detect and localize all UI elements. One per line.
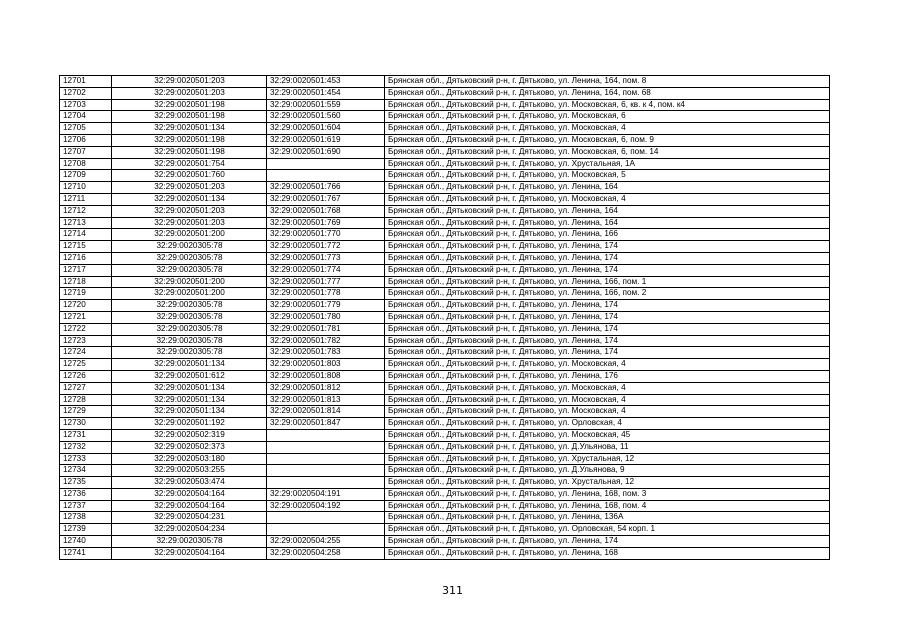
address-cell: Брянская обл., Дятьковский р-н, г. Дятьково, ул. Ленина, 164 (385, 217, 830, 229)
cadastral-number-cell: 32:29:0020501:812 (267, 382, 385, 394)
row-number-cell: 12735 (60, 477, 112, 489)
parent-cadastral-number-cell: 32:29:0020501:134 (112, 394, 267, 406)
parent-cadastral-number-cell: 32:29:0020501:200 (112, 229, 267, 241)
parent-cadastral-number-cell: 32:29:0020501:760 (112, 170, 267, 182)
table-row (60, 264, 830, 276)
row-number-cell: 12708 (60, 158, 112, 170)
row-number-cell: 12730 (60, 418, 112, 430)
table-row (60, 453, 830, 465)
row-number-cell: 12722 (60, 323, 112, 335)
cadastral-number-cell: 32:29:0020501:690 (267, 146, 385, 158)
row-number-cell: 12738 (60, 512, 112, 524)
parent-cadastral-number-cell: 32:29:0020501:203 (112, 205, 267, 217)
table-row (60, 300, 830, 312)
cadastral-number-cell: 32:29:0020501:766 (267, 182, 385, 194)
row-number-cell: 12718 (60, 276, 112, 288)
cadastral-number-cell: 32:29:0020501:783 (267, 347, 385, 359)
table-row (60, 229, 830, 241)
cadastral-number-cell: 32:29:0020504:258 (267, 547, 385, 559)
cadastral-number-cell: 32:29:0020501:781 (267, 323, 385, 335)
cadastral-number-cell (267, 441, 385, 453)
table-row (60, 76, 830, 88)
cadastral-number-cell: 32:29:0020504:192 (267, 500, 385, 512)
address-cell: Брянская обл., Дятьковский р-н, г. Дятьково, ул. Ленина, 176 (385, 370, 830, 382)
address-cell: Брянская обл., Дятьковский р-н, г. Дятьково, ул. Московская, 4 (385, 406, 830, 418)
table-row (60, 323, 830, 335)
cadastral-number-cell: 32:29:0020504:255 (267, 536, 385, 548)
table-row (60, 394, 830, 406)
address-cell: Брянская обл., Дятьковский р-н, г. Дятьково, ул. Ленина, 174 (385, 252, 830, 264)
row-number-cell: 12732 (60, 441, 112, 453)
table-row (60, 99, 830, 111)
address-cell: Брянская обл., Дятьковский р-н, г. Дятьково, ул. Хрустальная, 12 (385, 477, 830, 489)
parent-cadastral-number-cell: 32:29:0020501:754 (112, 158, 267, 170)
address-cell: Брянская обл., Дятьковский р-н, г. Дятьково, ул. Ленина, 166, пом. 2 (385, 288, 830, 300)
table-row (60, 134, 830, 146)
address-cell: Брянская обл., Дятьковский р-н, г. Дятьково, ул. Ленина, 174 (385, 241, 830, 253)
cadastral-number-cell (267, 170, 385, 182)
page-number: 311 (442, 584, 463, 597)
row-number-cell: 12740 (60, 536, 112, 548)
table-row (60, 370, 830, 382)
row-number-cell: 12712 (60, 205, 112, 217)
cadastral-number-cell: 32:29:0020501:454 (267, 87, 385, 99)
table-row (60, 347, 830, 359)
parent-cadastral-number-cell: 32:29:0020305:78 (112, 241, 267, 253)
address-cell: Брянская обл., Дятьковский р-н, г. Дятьково, ул. Хрустальная, 12 (385, 453, 830, 465)
row-number-cell: 12711 (60, 193, 112, 205)
address-cell: Брянская обл., Дятьковский р-н, г. Дятьково, ул. Д.Ульянова, 9 (385, 465, 830, 477)
cadastral-number-cell: 32:29:0020504:191 (267, 488, 385, 500)
row-number-cell: 12721 (60, 311, 112, 323)
cadastral-number-cell: 32:29:0020501:813 (267, 394, 385, 406)
row-number-cell: 12739 (60, 524, 112, 536)
address-cell: Брянская обл., Дятьковский р-н, г. Дятьково, ул. Ленина, 174 (385, 264, 830, 276)
row-number-cell: 12720 (60, 300, 112, 312)
row-number-cell: 12716 (60, 252, 112, 264)
parent-cadastral-number-cell: 32:29:0020502:373 (112, 441, 267, 453)
parent-cadastral-number-cell: 32:29:0020501:134 (112, 359, 267, 371)
cadastral-number-cell: 32:29:0020501:560 (267, 111, 385, 123)
address-cell: Брянская обл., Дятьковский р-н, г. Дятьково, ул. Московская, 6, пом. 9 (385, 134, 830, 146)
address-cell: Брянская обл., Дятьковский р-н, г. Дятьково, ул. Ленина, 174 (385, 311, 830, 323)
address-cell: Брянская обл., Дятьковский р-н, г. Дятьково, ул. Московская, 4 (385, 382, 830, 394)
table-row (60, 123, 830, 135)
cadastral-number-cell: 32:29:0020501:803 (267, 359, 385, 371)
cadastral-table-body (60, 76, 830, 560)
row-number-cell: 12701 (60, 76, 112, 88)
table-row (60, 87, 830, 99)
row-number-cell: 12705 (60, 123, 112, 135)
parent-cadastral-number-cell: 32:29:0020501:203 (112, 87, 267, 99)
cadastral-number-cell (267, 524, 385, 536)
parent-cadastral-number-cell: 32:29:0020504:234 (112, 524, 267, 536)
row-number-cell: 12731 (60, 429, 112, 441)
cadastral-number-cell: 32:29:0020501:768 (267, 205, 385, 217)
address-cell: Брянская обл., Дятьковский р-н, г. Дятьково, ул. Ленина, 166 (385, 229, 830, 241)
cadastral-number-cell (267, 158, 385, 170)
table-row (60, 146, 830, 158)
row-number-cell: 12709 (60, 170, 112, 182)
row-number-cell: 12717 (60, 264, 112, 276)
address-cell: Брянская обл., Дятьковский р-н, г. Дятьково, ул. Московская, 4 (385, 123, 830, 135)
cadastral-number-cell: 32:29:0020501:777 (267, 276, 385, 288)
address-cell: Брянская обл., Дятьковский р-н, г. Дятьково, ул. Ленина, 174 (385, 347, 830, 359)
parent-cadastral-number-cell: 32:29:0020305:78 (112, 252, 267, 264)
cadastral-number-cell: 32:29:0020501:769 (267, 217, 385, 229)
table-row (60, 359, 830, 371)
cadastral-number-cell: 32:29:0020501:780 (267, 311, 385, 323)
cadastral-number-cell: 32:29:0020501:453 (267, 76, 385, 88)
parent-cadastral-number-cell: 32:29:0020305:78 (112, 536, 267, 548)
address-cell: Брянская обл., Дятьковский р-н, г. Дятьково, ул. Московская, 45 (385, 429, 830, 441)
parent-cadastral-number-cell: 32:29:0020504:231 (112, 512, 267, 524)
cadastral-number-cell (267, 477, 385, 489)
cadastral-number-cell (267, 512, 385, 524)
parent-cadastral-number-cell: 32:29:0020305:78 (112, 335, 267, 347)
address-cell: Брянская обл., Дятьковский р-н, г. Дятьково, ул. Московская, 6, кв. к 4, пом. к4 (385, 99, 830, 111)
address-cell: Брянская обл., Дятьковский р-н, г. Дятьково, ул. Московская, 4 (385, 394, 830, 406)
row-number-cell: 12702 (60, 87, 112, 99)
cadastral-number-cell: 32:29:0020501:778 (267, 288, 385, 300)
parent-cadastral-number-cell: 32:29:0020305:78 (112, 323, 267, 335)
address-cell: Брянская обл., Дятьковский р-н, г. Дятьково, ул. Д.Ульянова, 11 (385, 441, 830, 453)
table-row (60, 182, 830, 194)
parent-cadastral-number-cell: 32:29:0020504:164 (112, 488, 267, 500)
row-number-cell: 12719 (60, 288, 112, 300)
address-cell: Брянская обл., Дятьковский р-н, г. Дятьково, ул. Ленина, 168, пом. 3 (385, 488, 830, 500)
parent-cadastral-number-cell: 32:29:0020504:164 (112, 547, 267, 559)
parent-cadastral-number-cell: 32:29:0020501:203 (112, 76, 267, 88)
table-row (60, 205, 830, 217)
row-number-cell: 12734 (60, 465, 112, 477)
row-number-cell: 12741 (60, 547, 112, 559)
row-number-cell: 12737 (60, 500, 112, 512)
row-number-cell: 12723 (60, 335, 112, 347)
parent-cadastral-number-cell: 32:29:0020503:180 (112, 453, 267, 465)
address-cell: Брянская обл., Дятьковский р-н, г. Дятьково, ул. Орловская, 4 (385, 418, 830, 430)
address-cell: Брянская обл., Дятьковский р-н, г. Дятьково, ул. Орловская, 54 корп. 1 (385, 524, 830, 536)
parent-cadastral-number-cell: 32:29:0020501:134 (112, 123, 267, 135)
table-row (60, 418, 830, 430)
address-cell: Брянская обл., Дятьковский р-н, г. Дятьково, ул. Ленина, 166, пом. 1 (385, 276, 830, 288)
parent-cadastral-number-cell: 32:29:0020305:78 (112, 311, 267, 323)
row-number-cell: 12727 (60, 382, 112, 394)
cadastral-number-cell: 32:29:0020501:604 (267, 123, 385, 135)
address-cell: Брянская обл., Дятьковский р-н, г. Дятьково, ул. Ленина, 168, пом. 4 (385, 500, 830, 512)
row-number-cell: 12725 (60, 359, 112, 371)
address-cell: Брянская обл., Дятьковский р-н, г. Дятьково, ул. Ленина, 164, пом. 8 (385, 76, 830, 88)
row-number-cell: 12715 (60, 241, 112, 253)
table-row (60, 158, 830, 170)
address-cell: Брянская обл., Дятьковский р-н, г. Дятьково, ул. Московская, 4 (385, 193, 830, 205)
cadastral-number-cell: 32:29:0020501:847 (267, 418, 385, 430)
table-row (60, 276, 830, 288)
cadastral-table (59, 75, 830, 560)
parent-cadastral-number-cell: 32:29:0020504:164 (112, 500, 267, 512)
parent-cadastral-number-cell: 32:29:0020501:134 (112, 193, 267, 205)
row-number-cell: 12707 (60, 146, 112, 158)
address-cell: Брянская обл., Дятьковский р-н, г. Дятьково, ул. Ленина, 164 (385, 205, 830, 217)
cadastral-number-cell: 32:29:0020501:782 (267, 335, 385, 347)
parent-cadastral-number-cell: 32:29:0020503:474 (112, 477, 267, 489)
table-row (60, 170, 830, 182)
parent-cadastral-number-cell: 32:29:0020502:319 (112, 429, 267, 441)
parent-cadastral-number-cell: 32:29:0020501:203 (112, 217, 267, 229)
parent-cadastral-number-cell: 32:29:0020501:198 (112, 134, 267, 146)
table-row (60, 547, 830, 559)
cadastral-number-cell (267, 465, 385, 477)
row-number-cell: 12726 (60, 370, 112, 382)
parent-cadastral-number-cell: 32:29:0020501:198 (112, 111, 267, 123)
cadastral-number-cell: 32:29:0020501:770 (267, 229, 385, 241)
parent-cadastral-number-cell: 32:29:0020501:612 (112, 370, 267, 382)
row-number-cell: 12729 (60, 406, 112, 418)
row-number-cell: 12704 (60, 111, 112, 123)
cadastral-number-cell: 32:29:0020501:808 (267, 370, 385, 382)
parent-cadastral-number-cell: 32:29:0020501:200 (112, 288, 267, 300)
address-cell: Брянская обл., Дятьковский р-н, г. Дятьково, ул. Московская, 5 (385, 170, 830, 182)
row-number-cell: 12703 (60, 99, 112, 111)
parent-cadastral-number-cell: 32:29:0020501:198 (112, 99, 267, 111)
address-cell: Брянская обл., Дятьковский р-н, г. Дятьково, ул. Московская, 6 (385, 111, 830, 123)
parent-cadastral-number-cell: 32:29:0020501:134 (112, 382, 267, 394)
row-number-cell: 12724 (60, 347, 112, 359)
address-cell: Брянская обл., Дятьковский р-н, г. Дятьково, ул. Хрустальная, 1А (385, 158, 830, 170)
address-cell: Брянская обл., Дятьковский р-н, г. Дятьково, ул. Ленина, 164, пом. 68 (385, 87, 830, 99)
table-row (60, 252, 830, 264)
cadastral-number-cell: 32:29:0020501:773 (267, 252, 385, 264)
table-row (60, 111, 830, 123)
address-cell: Брянская обл., Дятьковский р-н, г. Дятьково, ул. Ленина, 174 (385, 536, 830, 548)
table-row (60, 488, 830, 500)
table-row (60, 441, 830, 453)
address-cell: Брянская обл., Дятьковский р-н, г. Дятьково, ул. Московская, 6, пом. 14 (385, 146, 830, 158)
parent-cadastral-number-cell: 32:29:0020305:78 (112, 347, 267, 359)
parent-cadastral-number-cell: 32:29:0020501:134 (112, 406, 267, 418)
cadastral-number-cell: 32:29:0020501:814 (267, 406, 385, 418)
address-cell: Брянская обл., Дятьковский р-н, г. Дятьково, ул. Ленина, 174 (385, 335, 830, 347)
cadastral-number-cell: 32:29:0020501:767 (267, 193, 385, 205)
address-cell: Брянская обл., Дятьковский р-н, г. Дятьково, ул. Ленина, 174 (385, 300, 830, 312)
parent-cadastral-number-cell: 32:29:0020501:198 (112, 146, 267, 158)
cadastral-number-cell: 32:29:0020501:774 (267, 264, 385, 276)
row-number-cell: 12710 (60, 182, 112, 194)
table-row (60, 477, 830, 489)
table-row (60, 524, 830, 536)
table-row (60, 217, 830, 229)
table-row (60, 241, 830, 253)
table-row (60, 465, 830, 477)
cadastral-number-cell (267, 453, 385, 465)
address-cell: Брянская обл., Дятьковский р-н, г. Дятьково, ул. Ленина, 174 (385, 323, 830, 335)
table-row (60, 288, 830, 300)
row-number-cell: 12713 (60, 217, 112, 229)
address-cell: Брянская обл., Дятьковский р-н, г. Дятьково, ул. Ленина, 168 (385, 547, 830, 559)
cadastral-number-cell: 32:29:0020501:772 (267, 241, 385, 253)
parent-cadastral-number-cell: 32:29:0020501:200 (112, 276, 267, 288)
table-row (60, 429, 830, 441)
table-row (60, 311, 830, 323)
table-row (60, 406, 830, 418)
cadastral-number-cell: 32:29:0020501:779 (267, 300, 385, 312)
table-row (60, 500, 830, 512)
table-row (60, 512, 830, 524)
parent-cadastral-number-cell: 32:29:0020305:78 (112, 300, 267, 312)
row-number-cell: 12733 (60, 453, 112, 465)
table-row (60, 536, 830, 548)
address-cell: Брянская обл., Дятьковский р-н, г. Дятьково, ул. Ленина, 136А (385, 512, 830, 524)
table-row (60, 193, 830, 205)
table-row (60, 382, 830, 394)
address-cell: Брянская обл., Дятьковский р-н, г. Дятьково, ул. Ленина, 164 (385, 182, 830, 194)
parent-cadastral-number-cell: 32:29:0020501:203 (112, 182, 267, 194)
row-number-cell: 12714 (60, 229, 112, 241)
cadastral-number-cell: 32:29:0020501:559 (267, 99, 385, 111)
address-cell: Брянская обл., Дятьковский р-н, г. Дятьково, ул. Московская, 4 (385, 359, 830, 371)
parent-cadastral-number-cell: 32:29:0020503:255 (112, 465, 267, 477)
row-number-cell: 12736 (60, 488, 112, 500)
parent-cadastral-number-cell: 32:29:0020305:78 (112, 264, 267, 276)
parent-cadastral-number-cell: 32:29:0020501:192 (112, 418, 267, 430)
row-number-cell: 12728 (60, 394, 112, 406)
cadastral-number-cell: 32:29:0020501:619 (267, 134, 385, 146)
row-number-cell: 12706 (60, 134, 112, 146)
cadastral-number-cell (267, 429, 385, 441)
table-row (60, 335, 830, 347)
